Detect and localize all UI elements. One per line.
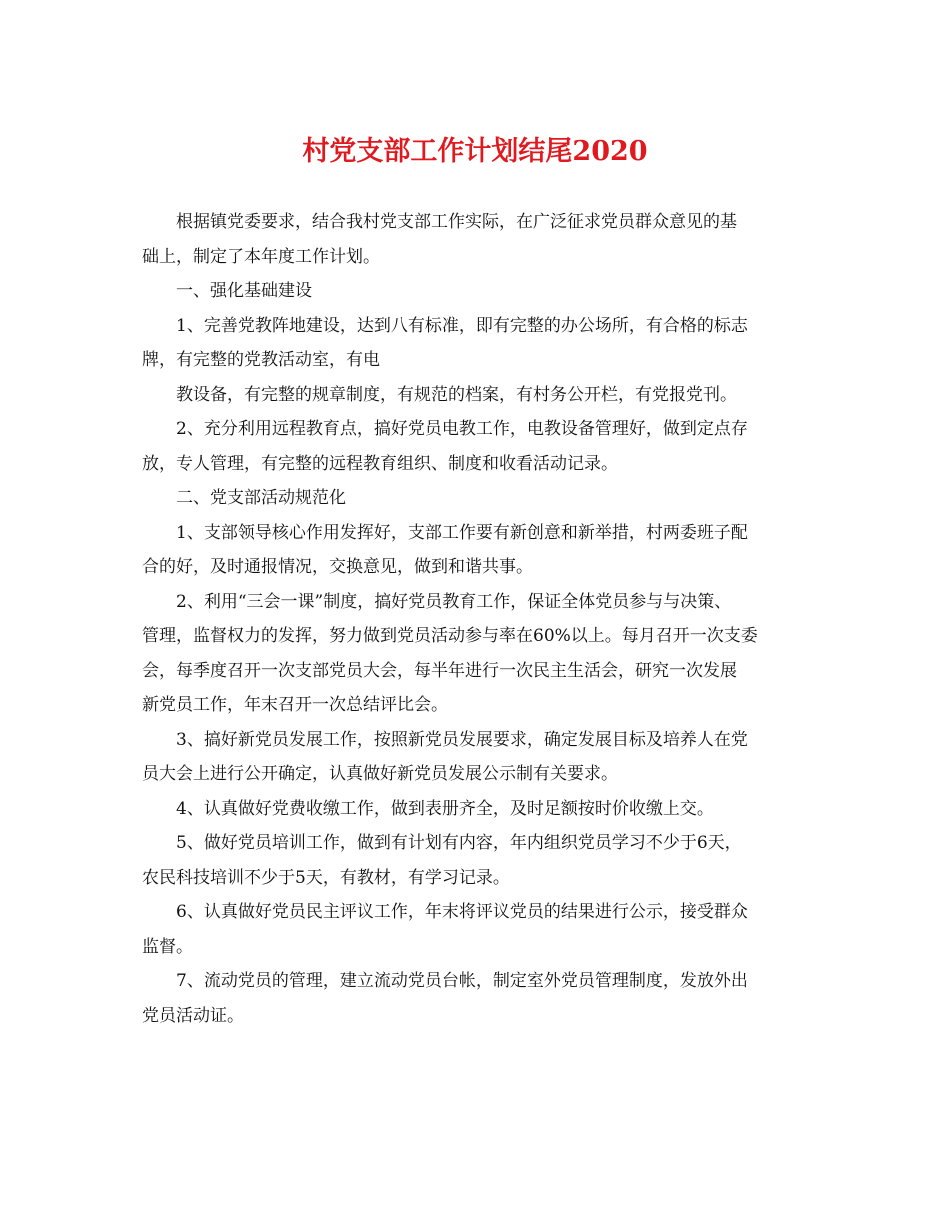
paragraph-line: 5、做好党员培训工作，做到有计划有内容，年内组织党员学习不少于6天， [176,833,742,853]
paragraph [142,895,812,964]
paragraph-line: 管理，监督权力的发挥，努力做到党员活动参与率在60%以上。每月召开一次支委 [142,626,758,646]
paragraph-line: 牌，有完整的党教活动室，有电 [142,350,380,370]
document-title: 村党支部工作计划结尾2020 [302,136,648,167]
paragraph-line: 二、党支部活动规范化 [176,488,346,508]
paragraph-line: 员大会上进行公开确定，认真做好新党员发展公示制有关要求。 [142,764,618,784]
paragraph [142,412,812,481]
paragraph [142,516,812,585]
paragraph-line: 新党员工作，年末召开一次总结评比会。 [142,695,448,715]
paragraph-line: 2、利用“三会一课”制度，搞好党员教育工作，保证全体党员参与与决策、 [176,591,732,612]
paragraph [142,964,812,1033]
paragraph [142,309,812,378]
paragraph-line: 党员活动证。 [142,1005,244,1026]
paragraph [142,378,812,413]
paragraph-line: 2、充分利用远程教育点，搞好党员电教工作，电教设备管理好，做到定点存 [176,419,748,439]
paragraph-line: 7、流动党员的管理，建立流动党员台帐，制定室外党员管理制度，发放外出 [176,971,748,991]
paragraph-line: 农民科技培训不少于5天，有教材，有学习记录。 [142,867,510,888]
paragraph-line: 1、支部领导核心作用发挥好，支部工作要有新创意和新举措，村两委班子配 [176,522,748,543]
paragraph-line: 6、认真做好党员民主评议工作，年末将评议党员的结果进行公示，接受群众 [176,902,748,922]
paragraph [142,274,812,309]
paragraph-line: 根据镇党委要求，结合我村党支部工作实际，在广泛征求党员群众意见的基 [176,212,737,232]
paragraph-line: 一、强化基础建设 [176,281,312,301]
paragraph [142,826,812,895]
paragraph-line: 4、认真做好党费收缴工作，做到表册齐全，及时足额按时价收缴上交。 [176,798,714,819]
document-body [142,205,812,1033]
paragraph-line: 1、完善党教阵地建设，达到八有标准，即有完整的办公场所，有合格的标志 [176,315,748,336]
paragraph [142,792,812,827]
paragraph-line: 合的好，及时通报情况，交换意见，做到和谐共事。 [142,557,533,577]
paragraph [142,723,812,792]
paragraph [142,585,812,723]
paragraph-line: 教设备，有完整的规章制度，有规范的档案，有村务公开栏，有党报党刊。 [176,384,737,405]
paragraph-line: 监督。 [142,936,193,957]
paragraph-line: 3、搞好新党员发展工作，按照新党员发展要求，确定发展目标及培养人在党 [176,729,748,750]
paragraph-line: 础上，制定了本年度工作计划。 [142,246,380,267]
paragraph-line: 会，每季度召开一次支部党员大会，每半年进行一次民主生活会，研究一次发展 [142,660,737,681]
paragraph [142,481,812,516]
paragraph [142,205,812,274]
paragraph-line: 放，专人管理，有完整的远程教育组织、制度和收看活动记录。 [142,453,618,474]
